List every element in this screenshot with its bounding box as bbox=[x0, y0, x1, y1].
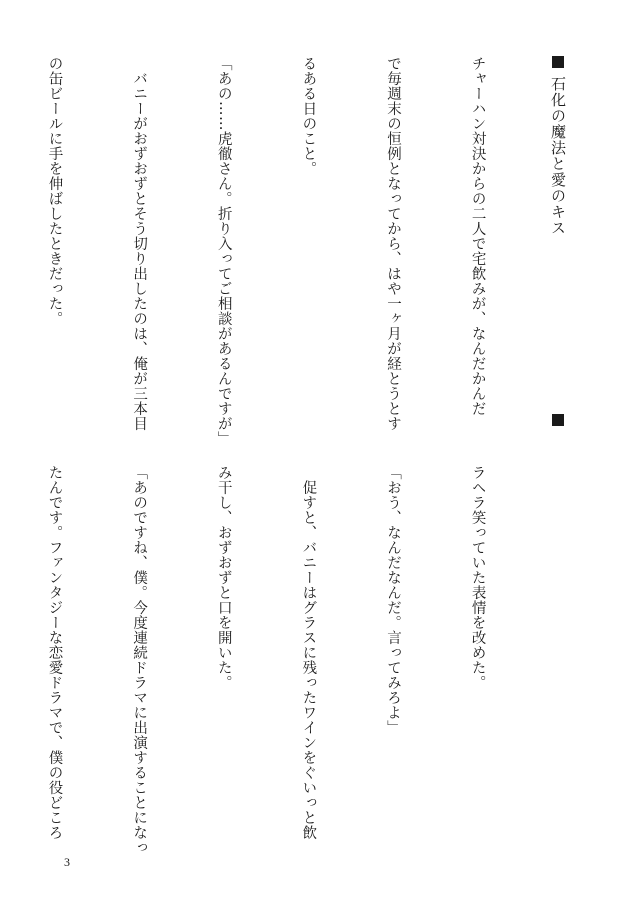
text-line: の缶ビールに手を伸ばしたときだった。 bbox=[46, 56, 63, 326]
title-bullet-end bbox=[552, 414, 564, 426]
text-line: 「あの……虎徹さん。折り入ってご相談があるんですが」 bbox=[215, 56, 232, 446]
page-number: 3 bbox=[64, 855, 70, 869]
text-line: 「おう、なんだなんだ。言ってみろよ」 bbox=[384, 465, 401, 735]
text-line: るある日のこと。 bbox=[300, 56, 317, 176]
text-line: 「あのですね、僕。今度連続ドラマに出演することになっ bbox=[131, 465, 148, 855]
text-line: 促すと、バニーはグラスに残ったワインをぐいっと飲 bbox=[300, 465, 317, 840]
text-line: チャーハン対決からの二人で宅飲みが、なんだかんだ bbox=[469, 56, 486, 416]
text-line: で毎週末の恒例となってから、はや一ヶ月が経とうとす bbox=[384, 56, 401, 431]
chapter-title bbox=[544, 56, 572, 426]
lower-text-block bbox=[0, 465, 548, 855]
upper-text-block bbox=[0, 56, 548, 446]
title-text: 石化の魔法と愛のキス bbox=[549, 76, 567, 236]
title-bullet-start bbox=[552, 56, 564, 68]
text-line: バニーがおずおずとそう切り出したのは、俺が三本目 bbox=[131, 56, 148, 431]
text-line: たんです。ファンタジーな恋愛ドラマで、僕の役どころ bbox=[46, 465, 63, 840]
text-line: ラヘラ笑っていた表情を改めた。 bbox=[469, 465, 486, 690]
text-line: み干し、おずおずと口を開いた。 bbox=[215, 465, 232, 690]
